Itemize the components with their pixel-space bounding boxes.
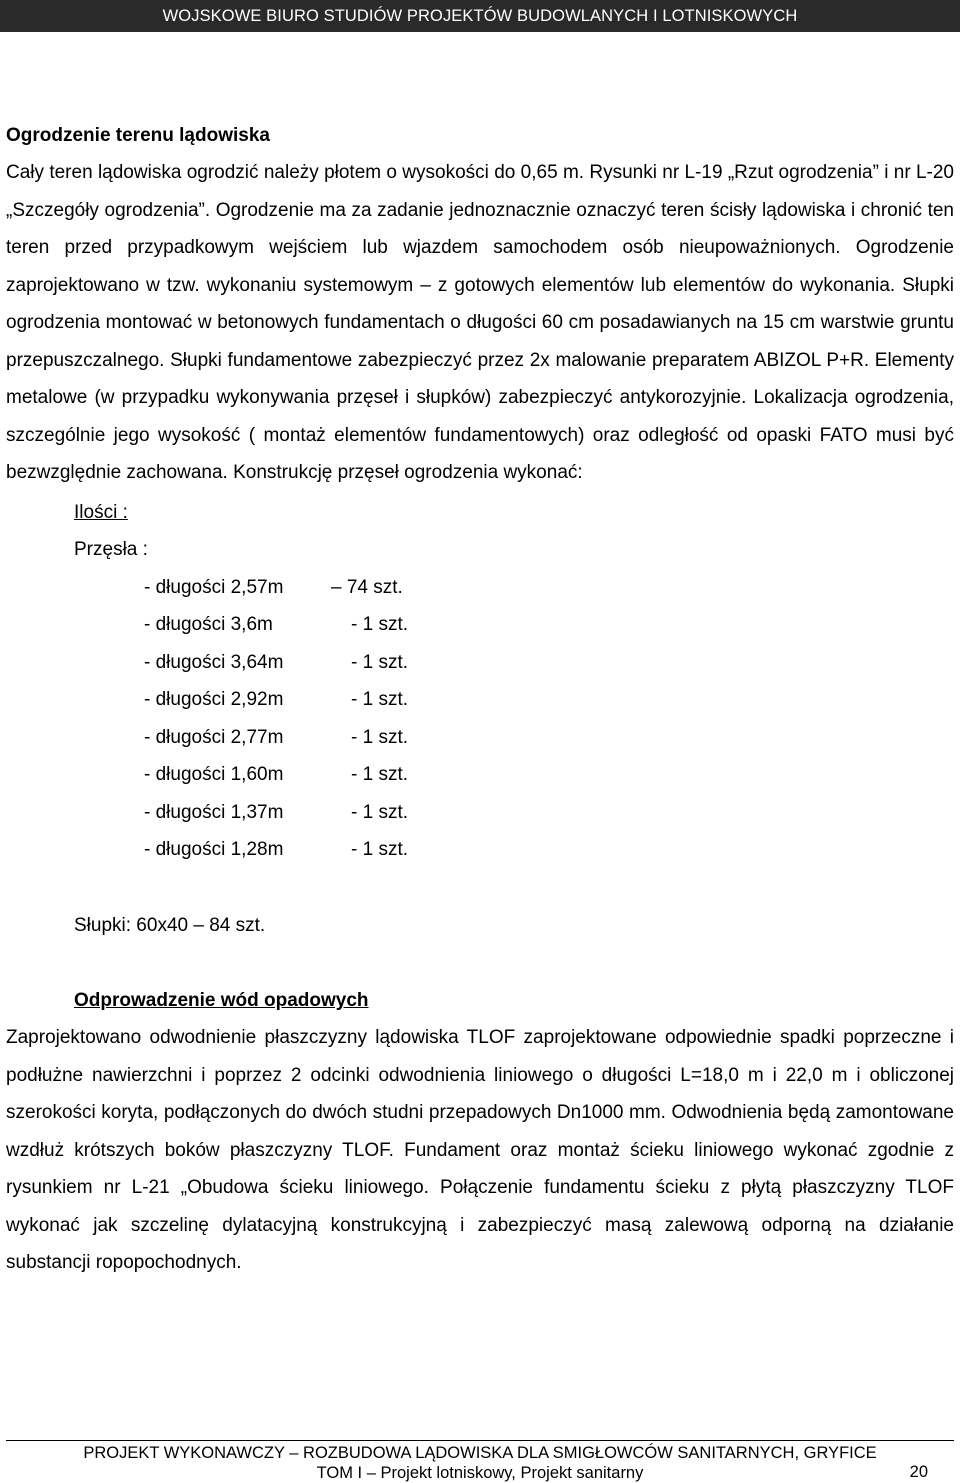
quantities-label-text: Ilości : bbox=[74, 501, 128, 523]
fence-paragraph: Cały teren lądowiska ogrodzić należy płotem o wysokości do 0,65 m. Rysunki nr L-19 „Rzut ogrodzenia” i nr L-20 „Szczegóły ogrodzenia”. Ogrodzenie ma za zadanie jednoznacznie oznaczyć teren ścisły lądowiska i chronić ten teren przed przypadkowym wejściem lub wjazdem samochodem osób nieupoważnionych. Ogrodzenie zaprojektowano w tzw. wykonaniu systemowym – z gotowych elementów lub elementów do wykonania. Słupki ogrodzenia montować w betonowych fundamentach o długości 60 cm posadawianych na 15 cm warstwie gruntu przepuszczalnego. Słupki fundamentowe zabezpieczyć przez 2x malowanie preparatem ABIZOL P+R. Elementy metalowe (w przypadku wykonywania przęseł i słupków) zabezpieczyć antykorozyjnie. Lokalizacja ogrodzenia, szczególnie jego wysokość ( montaż elementów fundamentowych) oraz odległość od opaski FATO musi być bezwzględnie zachowana. Konstrukcję przęseł ogrodzenia wykonać: bbox=[6, 162, 954, 483]
page-content bbox=[6, 117, 954, 1282]
document-footer bbox=[0, 1440, 960, 1483]
list-item: - długości 1,28m - 1 szt. bbox=[144, 839, 409, 860]
document-header: WOJSKOWE BIURO STUDIÓW PROJEKTÓW BUDOWLANYCH I LOTNISKOWYCH bbox=[0, 0, 960, 32]
list-item: - długości 1,60m - 1 szt. bbox=[144, 764, 409, 785]
spans-list bbox=[6, 569, 954, 869]
list-item: - długości 3,6m - 1 szt. bbox=[144, 614, 409, 635]
list-item: - długości 3,64m - 1 szt. bbox=[144, 651, 409, 673]
list-item: - długości 2,57m – 74 szt. bbox=[144, 576, 403, 598]
section-heading-drainage: Odprowadzenie wód opadowych bbox=[74, 990, 369, 1011]
quantities-label bbox=[6, 494, 954, 532]
list-item: - długości 1,37m - 1 szt. bbox=[144, 801, 409, 823]
list-item: - długości 2,92m - 1 szt. bbox=[144, 689, 409, 710]
section-heading-fence: Ogrodzenie terenu lądowiska bbox=[6, 125, 270, 146]
spans-label: Przęsła : bbox=[74, 539, 148, 560]
footer-volume: TOM I – Projekt lotniskowy, Projekt sanitarny bbox=[316, 1464, 644, 1482]
posts-line: Słupki: 60x40 – 84 szt. bbox=[74, 914, 266, 936]
footer-project-title: PROJEKT WYKONAWCZY – ROZBUDOWA LĄDOWISKA DLA SMIGŁOWCÓW SANITARNYCH, GRYFICE bbox=[6, 1440, 954, 1463]
page-number: 20 bbox=[909, 1463, 928, 1481]
list-item: - długości 2,77m - 1 szt. bbox=[144, 726, 409, 748]
drainage-paragraph: Zaprojektowano odwodnienie płaszczyzny lądowiska TLOF zaprojektowane odpowiednie spadki poprzeczne i podłużne nawierzchni i poprzez 2 odcinki odwodnienia liniowego o długości L=18,0 m i 22,0 m i obliczonej szerokości koryta, podłączonych do dwóch studni przepadowych Dn1000 mm. Odwodnienia będą zamontowane wzdłuż krótszych boków płaszczyzny TLOF. Fundament oraz montaż ścieku liniowego wykonać zgodnie z rysunkiem nr L-21 „Obudowa ścieku liniowego. Połączenie fundamentu ścieku z płytą płaszczyzny TLOF wykonać jak szczelinę dylatacyjną konstrukcyjną i zabezpieczyć masą zalewową odporną na działanie substancji ropopochodnych. bbox=[6, 1027, 954, 1273]
